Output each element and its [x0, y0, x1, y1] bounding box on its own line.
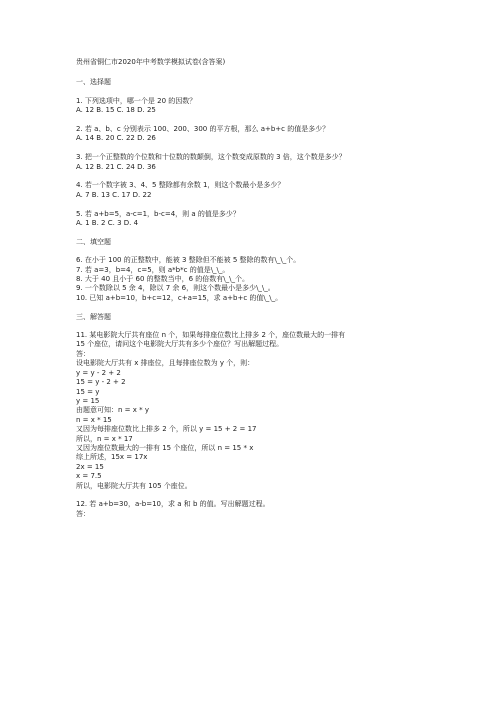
- section-heading-fill: 二、填空题: [76, 237, 111, 246]
- fill-question-10: 10. 已知 a+b=10，b+c=12，c+a=15，求 a+b+c 的值\_\_。: [76, 293, 283, 302]
- fill-question-7: 7. 若 a=3，b=4，c=5，则 a*b*c 的值是\_\_。: [76, 265, 230, 274]
- question-5: [76, 210, 432, 229]
- question-text: 3. 把一个正整数的个位数和十位数的数颠倒，这个数变成原数的 3 倍，这个数是多少？: [76, 153, 346, 162]
- answer-line: 15 个座位，请问这个电影院大厅共有多少个座位？写出解题过程。: [76, 340, 284, 349]
- answer-line: 所以，n = x * 17: [76, 434, 133, 443]
- fill-question-9: 9. 一个数除以 5 余 4，除以 7 余 6，则这个数最小是多少\_\_。: [76, 284, 275, 293]
- question-4: [76, 181, 432, 200]
- answer-line: 又因为座位数最大的一排有 15 个座位，所以 n = 15 * x: [76, 443, 254, 452]
- answer-line: 由题意可知：n = x * y: [76, 406, 149, 415]
- question-1: [76, 97, 432, 116]
- question-3: [76, 153, 432, 172]
- question-2: [76, 125, 432, 144]
- document-page: [76, 58, 432, 519]
- question-options: A. 12 B. 21 C. 24 D. 36: [76, 162, 156, 171]
- question-options: A. 1 B. 2 C. 3 D. 4: [76, 219, 139, 228]
- answer-line: 11. 某电影院大厅共有座位 n 个，如果每排座位数比上排多 2 个，座位数最大的一排有: [76, 331, 346, 340]
- question-text: 4. 若一个数字被 3、4、5 整除都有余数 1，则这个数最小是多少？: [76, 181, 285, 190]
- question-options: A. 14 B. 20 C. 22 D. 26: [76, 134, 156, 143]
- answer-line: 15 = y - 2 + 2: [76, 378, 126, 387]
- question-text: 5. 若 a+b=5，a-c=1，b-c=4，则 a 的值是多少？: [76, 209, 240, 218]
- answer-line: 综上所述，15x = 17x: [76, 453, 148, 462]
- answer-line: 答：: [76, 509, 90, 518]
- answer-line: n = x * 15: [76, 415, 112, 424]
- question-11: [76, 331, 432, 491]
- answer-line: y = y - 2 + 2: [76, 368, 121, 377]
- section-heading-choice: 一、选择题: [76, 78, 111, 87]
- fill-question-8: 8. 大于 40 且小于 60 的整数当中，6 的倍数有\_\_个。: [76, 275, 250, 284]
- answer-line: 2x = 15: [76, 462, 104, 471]
- answer-line: 15 = y: [76, 387, 100, 396]
- question-text: 1. 下列选项中，哪一个是 20 的因数？: [76, 96, 197, 105]
- answer-line: 答：: [76, 349, 90, 358]
- answer-line: y = 15: [76, 396, 100, 405]
- document-title: 贵州省铜仁市2020年中考数学模拟试卷(含答案): [76, 58, 226, 66]
- answer-line: 又因为每排座位数比上排多 2 个，所以 y = 15 + 2 = 17: [76, 425, 257, 434]
- question-options: A. 12 B. 15 C. 18 D. 25: [76, 106, 156, 115]
- answer-line: 12. 若 a+b=30，a-b=10，求 a 和 b 的值。写出解题过程。: [76, 500, 270, 509]
- section-heading-solve: 三、解答题: [76, 312, 111, 321]
- question-text: 2. 若 a、b、c 分别表示 100、200、300 的平方根，那么 a+b+c 的值是多少？: [76, 125, 330, 134]
- answer-line: x = 7.5: [76, 472, 102, 481]
- fill-question-6: 6. 在小于 100 的正整数中，能被 3 整除但不能被 5 整除的数有\_\_个。: [76, 256, 301, 265]
- answer-line: 设电影院大厅共有 x 排座位，且每排座位数为 y 个，则：: [76, 359, 255, 368]
- answer-line: 所以，电影院大厅共有 105 个座位。: [76, 481, 192, 490]
- question-12: [76, 500, 432, 519]
- question-options: A. 7 B. 13 C. 17 D. 22: [76, 190, 152, 199]
